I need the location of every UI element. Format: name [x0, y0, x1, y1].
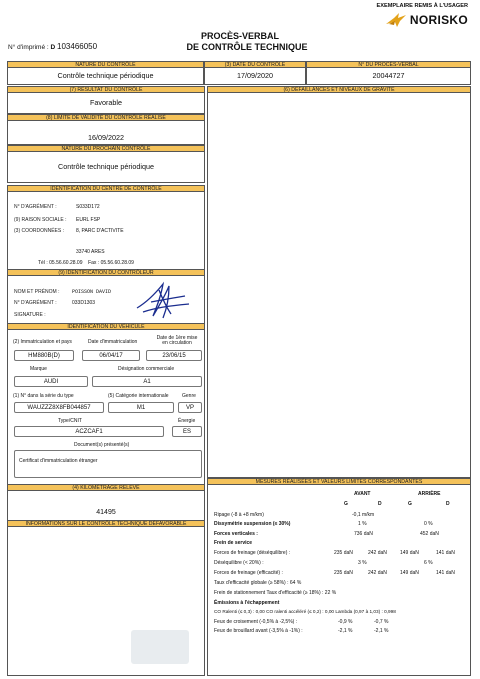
d-rear: D [446, 501, 450, 507]
fr-eff-rg: 149 daN [400, 570, 419, 576]
defects-header: (6) DÉFAILLANCES ET NIVEAUX DE GRAVITÉ [207, 86, 471, 93]
fr-eff-fg: 235 daN [334, 570, 353, 576]
vehicle-section [7, 323, 205, 485]
controller-name-label: NOM ET PRÉNOM : [14, 289, 60, 295]
pv-value: 20044727 [306, 68, 471, 85]
ripage-value: -0,1 m/km [352, 512, 375, 518]
center-coord-label: (3) COORDONNÉES : [14, 228, 65, 234]
info-header: INFORMATIONS SUR LE CONTRÔLE TECHNIQUE DÉFAVORABLE [7, 520, 205, 527]
measures-header: MESURES RÉALISÉES ET VALEURS LIMITES CORRESPONDANTES [207, 478, 471, 485]
controller-agrement-value: 033D1303 [72, 300, 96, 306]
center-agrement-label: N° D'AGRÉMENT : [14, 204, 57, 210]
tel-label: Tél : [38, 260, 48, 266]
mileage-section [7, 484, 205, 525]
energy-value: ES [172, 426, 202, 437]
center-raison-value: EURL FSP [76, 217, 101, 223]
feux-brouil-g: -2,1 % [338, 628, 353, 634]
fr-eff-fd: 242 daN [368, 570, 387, 576]
immat-label: (2) Immatriculation et pays [13, 339, 72, 345]
vehicle-header: IDENTIFICATION DU VÉHICULE [7, 323, 205, 330]
vin-label: (1) N° dans la série du type [13, 393, 74, 399]
printed-number: 103466050 [57, 42, 98, 51]
center-raison-label: (9) RAISON SOCIALE : [14, 217, 67, 223]
type-value: ACZCAF1 [14, 426, 164, 437]
type-label: Type/CNIT [58, 418, 82, 424]
controller-header: (9) IDENTIFICATION DU CONTRÔLEUR [7, 269, 205, 276]
dissym-susp-rear: 0 % [424, 521, 433, 527]
col-rear: ARRIÈRE [418, 491, 441, 497]
signature-icon [133, 278, 193, 320]
model-label: Désignation commerciale [118, 366, 175, 372]
controller-section [7, 269, 205, 324]
col-front: AVANT [354, 491, 371, 497]
date-header: (3) DATE DU CONTRÔLE [204, 61, 306, 68]
docs-value: Certificat d'immatriculation étranger [19, 458, 98, 464]
fr-deseq-rg: 149 daN [400, 550, 419, 556]
measures-body [207, 485, 471, 676]
controller-body [7, 276, 205, 324]
fax-label: Fax : [88, 260, 100, 266]
first-reg-value: 06/04/17 [82, 350, 140, 361]
brand-value: AUDI [14, 376, 88, 387]
feux-crois-g: -0,9 % [338, 619, 353, 625]
result-section [7, 86, 205, 114]
defects-body [207, 93, 471, 478]
genre-label: Genre [182, 393, 196, 399]
vehicle-body [7, 330, 205, 485]
blank-stamp-area [131, 630, 189, 664]
tel-value: 05.56.60.28.09 [49, 260, 83, 266]
date-value: 17/09/2020 [204, 68, 306, 85]
feux-brouil-d: -2,1 % [374, 628, 389, 634]
controller-signature-label: SIGNATURE : [14, 312, 46, 318]
printed-number-row [8, 42, 97, 51]
fr-deseq-rd: 141 daN [436, 550, 455, 556]
vert-label: Forces verticales : [214, 531, 258, 537]
deseq-front: 3 % [358, 560, 367, 566]
validity-section [7, 114, 205, 145]
fr-eff-label: Forces de freinage (efficacité) : [214, 570, 283, 576]
defects-section [207, 86, 471, 478]
fr-deseq-label: Forces de freinage (déséquilibre) : [214, 550, 291, 556]
mileage-header: (4) KILOMÉTRAGE RELEVÉ [7, 484, 205, 491]
next-control-section [7, 145, 205, 183]
vert-front: 736 daN [354, 531, 373, 537]
category-label: (5) Catégorie internationale [108, 393, 169, 399]
d-front: D [378, 501, 382, 507]
printed-series: D [50, 44, 56, 51]
copy-note: EXEMPLAIRE REMIS À L'USAGER [376, 3, 468, 9]
controller-name-value: POISSON DAVID [72, 289, 112, 295]
deseq-label: Déséquilibre (< 20%) : [214, 560, 264, 566]
g-rear: G [408, 501, 412, 507]
pv-header: N° DU PROCÈS-VERBAL [306, 61, 471, 68]
title-line-1: PROCÈS-VERBAL [200, 31, 279, 41]
immat-value: HM880B(D) [14, 350, 74, 361]
emissions-value: CO Ralenti (≤ 0,3) : 0,00 CO ralenti accéléré (≤ 0,2) : 0,00 Lambda (0,97 à 1,03) : 0,998 [214, 609, 396, 614]
dissym-susp-label: Dissymétrie suspension (≤ 30%) [214, 521, 291, 527]
next-control-value: Contrôle technique périodique [7, 152, 205, 183]
feux-brouil-label: Feux de brouillard avant (-3,5% à -1%) : [214, 628, 303, 634]
center-body [7, 192, 205, 270]
model-value: A1 [92, 376, 202, 387]
center-agrement-value: S033D172 [76, 204, 100, 210]
printed-label: N° d'imprimé : [8, 44, 49, 51]
service-label: Frein de service [214, 540, 253, 546]
fr-deseq-fg: 235 daN [334, 550, 353, 556]
center-section [7, 185, 205, 270]
emissions-label: Émissions à l'échappement [214, 600, 280, 606]
vert-rear: 452 daN [420, 531, 439, 537]
center-coord-line2: 33740 ARES [76, 249, 105, 255]
next-control-header: NATURE DU PROCHAIN CONTRÔLE [7, 145, 205, 152]
measures-section [207, 478, 471, 676]
controller-agrement-label: N° D'AGRÉMENT : [14, 300, 57, 306]
mileage-value: 41495 [7, 491, 205, 525]
genre-value: VP [178, 402, 202, 413]
center-tel [38, 260, 134, 266]
nature-header: NATURE DU CONTRÔLE [7, 61, 204, 68]
date-section [204, 61, 306, 85]
g-front: G [344, 501, 348, 507]
brand-logo [385, 12, 468, 28]
nature-section [7, 61, 204, 85]
brand-label: Marque [30, 366, 47, 372]
docs-label: Document(s) présenté(s) [74, 442, 130, 448]
first-circ-label: Date de 1ère mise en circulation [156, 335, 198, 346]
docs-box [14, 450, 202, 478]
result-header: (7) RÉSULTAT DU CONTRÔLE [7, 86, 205, 93]
title-line-2: DE CONTRÔLE TECHNIQUE [186, 42, 308, 52]
validity-value: 16/09/2022 [7, 121, 205, 145]
vin-value: WAUZZZ8X8FB044857 [14, 402, 104, 413]
first-circ-value: 23/06/15 [146, 350, 202, 361]
parking-brake: Frein de stationnement Taux d'efficacité (≥ 18%) : 22 % [214, 590, 337, 596]
category-value: M1 [108, 402, 174, 413]
energy-label: Énergie [178, 418, 196, 424]
feux-crois-d: -0,7 % [374, 619, 389, 625]
first-reg-label: Date d'immatriculation [88, 339, 138, 345]
dissym-susp-front: 1 % [358, 521, 367, 527]
deseq-rear: 6 % [424, 560, 433, 566]
taux-global: Taux d'efficacité globale (≥ 58%) : 64 % [214, 580, 302, 586]
center-header: IDENTIFICATION DU CENTRE DE CONTRÔLE [7, 185, 205, 192]
nature-value: Contrôle technique périodique [7, 68, 204, 85]
feux-crois-label: Feux de croisement (-0,5% à -2,5%) : [214, 619, 298, 625]
ripage-label: Ripage (-8 à +8 m/km) [214, 512, 264, 518]
validity-header: (8) LIMITE DE VALIDITÉ DU CONTRÔLE RÉALISÉ [7, 114, 205, 121]
fr-deseq-fd: 242 daN [368, 550, 387, 556]
center-coord-line1: 8, PARC D'ACTIVITE [76, 228, 124, 234]
fr-eff-rd: 141 daN [436, 570, 455, 576]
pv-section [306, 61, 471, 85]
fax-value: 05.56.60.28.09 [100, 260, 134, 266]
result-value: Favorable [7, 93, 205, 114]
norisko-eagle-icon [385, 12, 407, 28]
brand-name: NORISKO [409, 13, 468, 27]
